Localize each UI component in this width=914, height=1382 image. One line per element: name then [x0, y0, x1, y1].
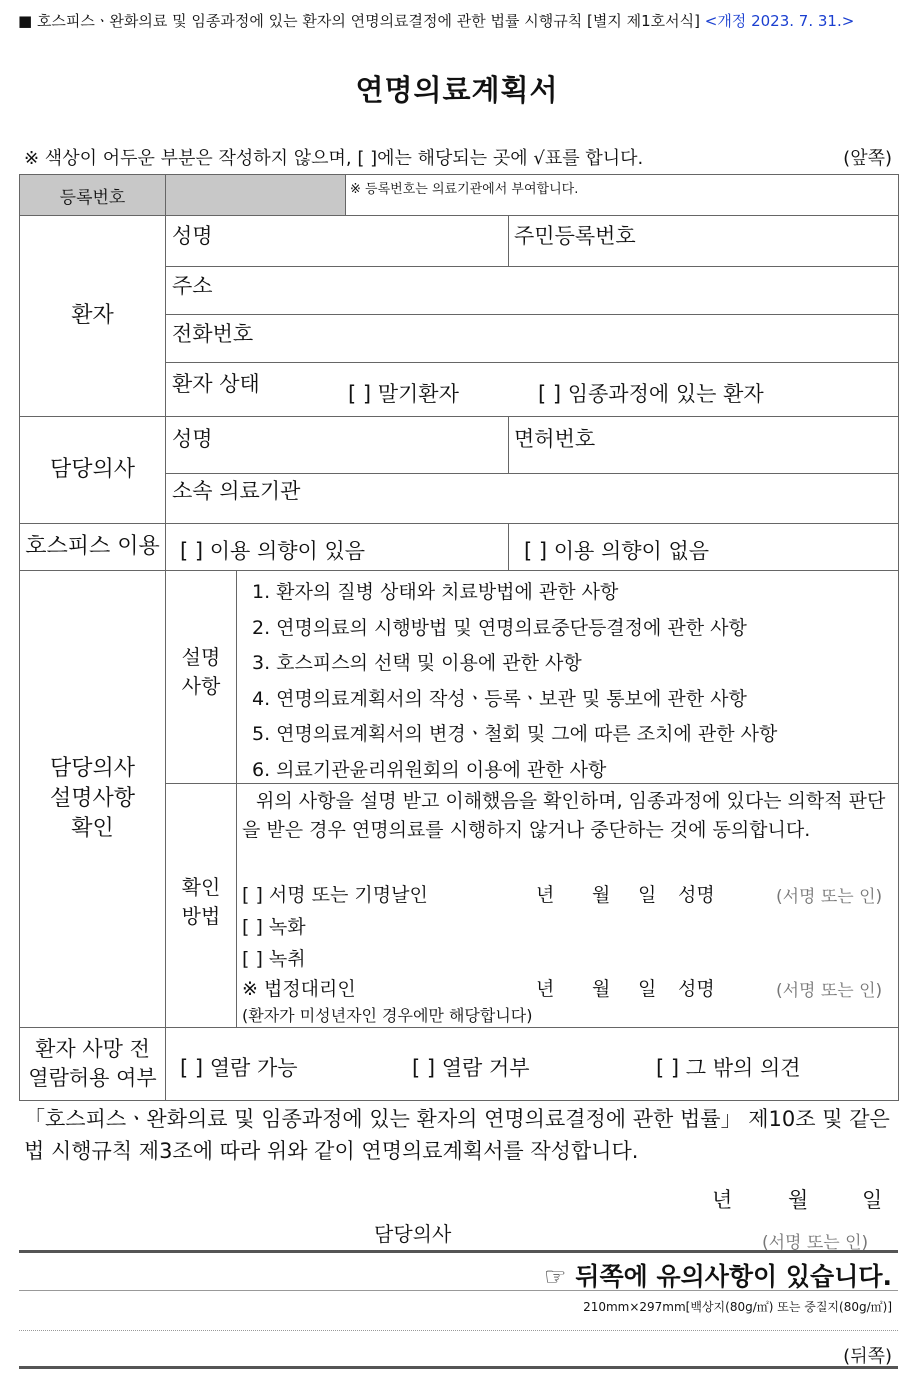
patient-name-field[interactable]: 성명 [172, 224, 213, 248]
explanation-label-line1: 담당의사 [49, 756, 135, 782]
explanation-item: 6. 의료기관윤리위원회의 이용에 관한 사항 [252, 758, 607, 781]
hospice-no-checkbox[interactable]: [ ] 이용 의향이 없음 [524, 539, 710, 563]
divider-thin [19, 1290, 898, 1291]
rep-day: 일 [638, 978, 657, 1000]
doctor-section-label: 담당의사 [20, 417, 166, 524]
legal-rep-label: ※ 법정대리인 [242, 978, 356, 1000]
disclosure-allow-checkbox[interactable]: [ ] 열람 가능 [180, 1056, 298, 1080]
method-sub-label [166, 873, 236, 931]
sign-day: 일 [638, 884, 657, 906]
disclosure-deny-checkbox[interactable]: [ ] 열람 거부 [412, 1056, 530, 1080]
patient-phone-field[interactable]: 전화번호 [172, 322, 254, 346]
rep-sign-hint: (서명 또는 인) [776, 981, 883, 1001]
disclosure-other-checkbox[interactable]: [ ] 그 밖의 의견 [656, 1056, 801, 1080]
back-side-label: (뒤쪽) [843, 1346, 892, 1367]
method-label-line1: 확인 [181, 875, 221, 899]
revision-date: <개정 2023. 7. 31.> [704, 12, 855, 30]
explanation-item: 1. 환자의 질병 상태와 치료방법에 관한 사항 [252, 581, 619, 603]
hospice-section-label: 호스피스 이용 [20, 524, 166, 571]
date-day: 일 [862, 1188, 883, 1212]
method-sign-checkbox[interactable]: [ ] 서명 또는 기명날인 [242, 884, 428, 906]
patient-address-field[interactable]: 주소 [172, 274, 213, 298]
items-sub-label [166, 643, 236, 701]
doctor-institution-field[interactable]: 소속 의료기관 [172, 479, 301, 503]
method-record-checkbox[interactable]: [ ] 녹화 [242, 916, 306, 938]
disclosure-section [166, 1028, 899, 1101]
patient-status-label: 환자 상태 [172, 372, 260, 396]
explanation-section [166, 571, 899, 1028]
disclosure-label-line1: 환자 사망 전 [35, 1036, 150, 1061]
form-header [18, 10, 854, 31]
registration-label: 등록번호 [20, 175, 166, 216]
sign-name: 성명 [678, 884, 715, 906]
paper-spec: 210mm×297mm[백상지(80g/㎡) 또는 중질지(80g/㎡)] [583, 1300, 892, 1314]
explanation-section-label [20, 571, 166, 1028]
method-transcript-checkbox[interactable]: [ ] 녹취 [242, 948, 306, 970]
consent-statement: 위의 사항을 설명 받고 이해했음을 확인하며, 임종과정에 있다는 의학적 판단을 받은 경우 연명의료를 시행하지 않거나 중단하는 것에 동의합니다. [242, 790, 886, 841]
sign-hint: (서명 또는 인) [776, 887, 883, 907]
disclosure-section-label [20, 1028, 166, 1101]
items-label-line1: 설명 [181, 645, 221, 669]
explanation-label-line2: 설명사항 [49, 786, 135, 812]
method-label-line2: 방법 [181, 904, 221, 928]
status-dying-checkbox[interactable]: [ ] 임종과정에 있는 환자 [538, 382, 764, 406]
divider-bottom [19, 1366, 898, 1369]
hospice-yes-checkbox[interactable]: [ ] 이용 의향이 있음 [180, 539, 366, 563]
hospice-section [166, 524, 899, 571]
page-title: 연명의료계획서 [355, 73, 559, 107]
rep-year: 년 [536, 978, 555, 1000]
sign-year: 년 [536, 884, 555, 906]
rep-month: 월 [592, 978, 611, 1000]
patient-section-label: 환자 [20, 216, 166, 417]
doctor-sign-hint: (서명 또는 인) [762, 1233, 869, 1253]
plan-form-table [19, 174, 899, 1101]
header-text: ■ 호스피스ㆍ완화의료 및 임종과정에 있는 환자의 연명의료결정에 관한 법률 시행규칙 [별지 제1호서식] [18, 12, 700, 30]
explanation-items-list [252, 575, 777, 789]
explanation-label-line3: 확인 [71, 815, 114, 841]
date-month: 월 [788, 1188, 809, 1212]
doctor-section [166, 417, 899, 524]
shading-notice: ※ 색상이 어두운 부분은 작성하지 않으며, [ ]에는 해당되는 곳에 √표를 합니다. [24, 148, 644, 169]
registration-note: ※ 등록번호는 의료기관에서 부여합니다. [346, 175, 899, 216]
divider-dotted [19, 1330, 898, 1331]
explanation-item: 3. 호스피스의 선택 및 이용에 관한 사항 [252, 652, 582, 675]
date-year: 년 [712, 1188, 733, 1212]
legal-statement: 「호스피스ㆍ완화의료 및 임종과정에 있는 환자의 연명의료결정에 관한 법률」 제10조 및 같은 법 시행규칙 제3조에 따라 위와 같이 연명의료계획서를 작성합니다. [24, 1107, 890, 1163]
rep-name: 성명 [678, 978, 715, 1000]
status-terminal-checkbox[interactable]: [ ] 말기환자 [348, 382, 459, 406]
explanation-item: 4. 연명의료계획서의 작성ㆍ등록ㆍ보관 및 통보에 관한 사항 [252, 687, 747, 710]
explanation-item: 5. 연명의료계획서의 변경ㆍ철회 및 그에 따른 조치에 관한 사항 [252, 723, 778, 746]
back-side-notice: ☞ 뒤쪽에 유의사항이 있습니다. [544, 1262, 892, 1291]
legal-rep-note: (환자가 미성년자인 경우에만 해당합니다) [242, 1006, 533, 1025]
divider-thick [19, 1250, 898, 1253]
patient-section [166, 216, 899, 417]
doctor-name-field[interactable]: 성명 [172, 427, 213, 451]
items-label-line2: 사항 [181, 674, 221, 698]
doctor-license-field[interactable]: 면허번호 [514, 427, 596, 451]
patient-rrn-field[interactable]: 주민등록번호 [514, 224, 636, 248]
registration-number-field [166, 175, 346, 216]
disclosure-label-line2: 열람허용 여부 [28, 1066, 157, 1090]
front-side-label: (앞쪽) [843, 148, 892, 169]
doctor-sign-label: 담당의사 [374, 1222, 452, 1246]
explanation-item: 2. 연명의료의 시행방법 및 연명의료중단등결정에 관한 사항 [252, 616, 747, 639]
sign-month: 월 [592, 884, 611, 906]
